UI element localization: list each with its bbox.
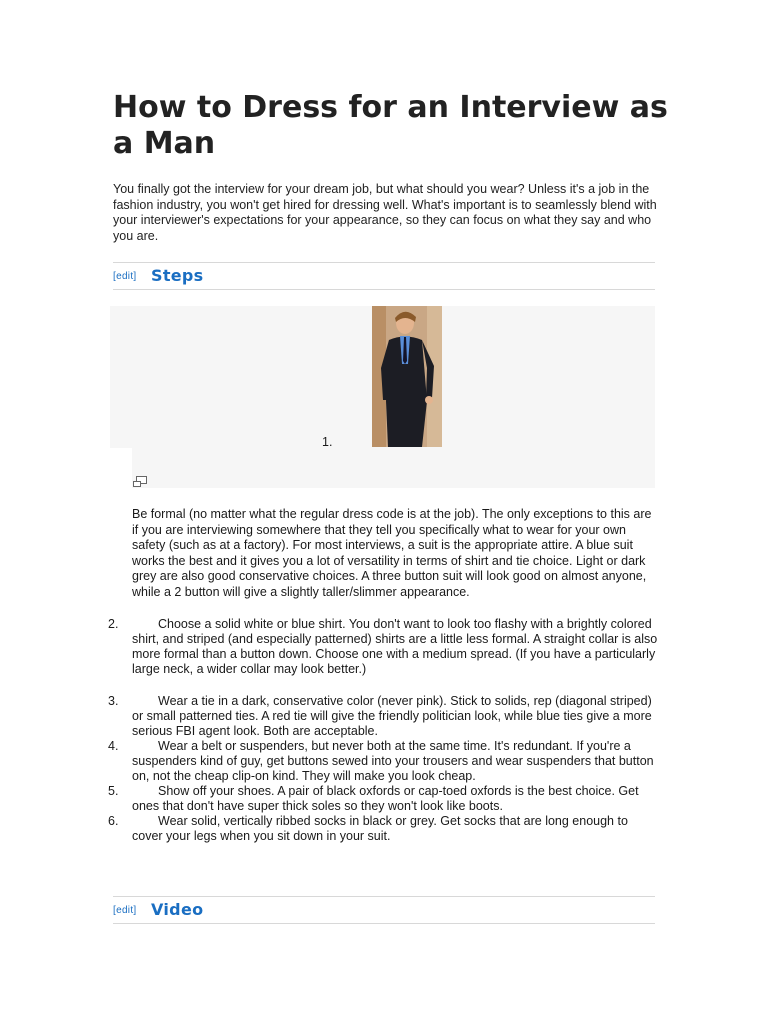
step-item <box>108 814 658 844</box>
steps-edit-link[interactable]: [edit] <box>113 271 137 282</box>
article-intro: You finally got the interview for your dream job, but what should you wear? Unless it's a job in the fashion industry, you won't get hired for dressing well. What's important is to seamlessly blend with your interviewer's expectations for your appearance, so they can focus on what they say and who you are. <box>113 182 657 243</box>
step-text: Be formal (no matter what the regular dress code is at the job). The only exceptions to this are if you are interviewing somewhere that they tell you specifically what to wear for your own safety (such as at a factory). For most interviews, a suit is the appropriate attire. A blue suit works the best and it gives you a lot of versatility in terms of shirt and tie choice. Light or dark grey are also good conservative choices. A three button suit will look good on almost anyone, while a 2 button will give a slightly taller/slimmer appearance. <box>132 507 652 599</box>
video-edit-link[interactable]: [edit] <box>113 905 137 916</box>
man-in-suit-image <box>372 306 442 447</box>
step-text: Wear a belt or suspenders, but never both at the same time. It's redundant. If you're a suspenders kind of guy, get buttons sewed into your trousers and wear suspenders that button on, not the cheap clip-on kind. They will make you look cheap. <box>132 739 654 783</box>
step-photo[interactable] <box>372 306 442 447</box>
step-number: 3. <box>108 694 119 708</box>
step-number: 4. <box>108 739 119 753</box>
video-section-header <box>113 896 655 924</box>
article-title: How to Dress for an Interview as a Man <box>113 90 668 161</box>
step-item <box>108 694 658 739</box>
steps-heading: Steps <box>151 266 204 285</box>
step-item <box>108 617 658 677</box>
step-text: Choose a solid white or blue shirt. You don't want to look too flashy with a brightly colored shirt, and striped (and especially patterned) shirts are a little less formal. A straight collar is also more formal than a button down. Choose one with a medium spread. (If you have a particularly large neck, a wider collar may look better.) <box>132 617 658 676</box>
video-heading: Video <box>151 900 204 919</box>
step-item <box>108 739 658 784</box>
step-number: 5. <box>108 784 119 798</box>
step-box-notch <box>110 448 132 488</box>
steps-section-header <box>113 262 655 290</box>
step-text: Wear a tie in a dark, conservative color (never pink). Stick to solids, rep (diagonal striped) or small patterned ties. A red tie will give the friendly politician look, while blue ties give a more serious FBI agent look. Both are acceptable. <box>132 694 652 738</box>
step-item <box>108 784 658 814</box>
step-number: 1. <box>322 435 333 449</box>
step-number: 2. <box>108 617 119 631</box>
steps-list <box>108 617 658 844</box>
enlarge-image-icon[interactable] <box>132 475 148 487</box>
step-text: Wear solid, vertically ribbed socks in black or grey. Get socks that are long enough to cover your legs when you sit down in your suit. <box>132 814 628 843</box>
step-text: Show off your shoes. A pair of black oxfords or cap-toed oxfords is the best choice. Get ones that don't have super thick soles so they won't look like boots. <box>132 784 639 813</box>
step-number: 6. <box>108 814 119 828</box>
